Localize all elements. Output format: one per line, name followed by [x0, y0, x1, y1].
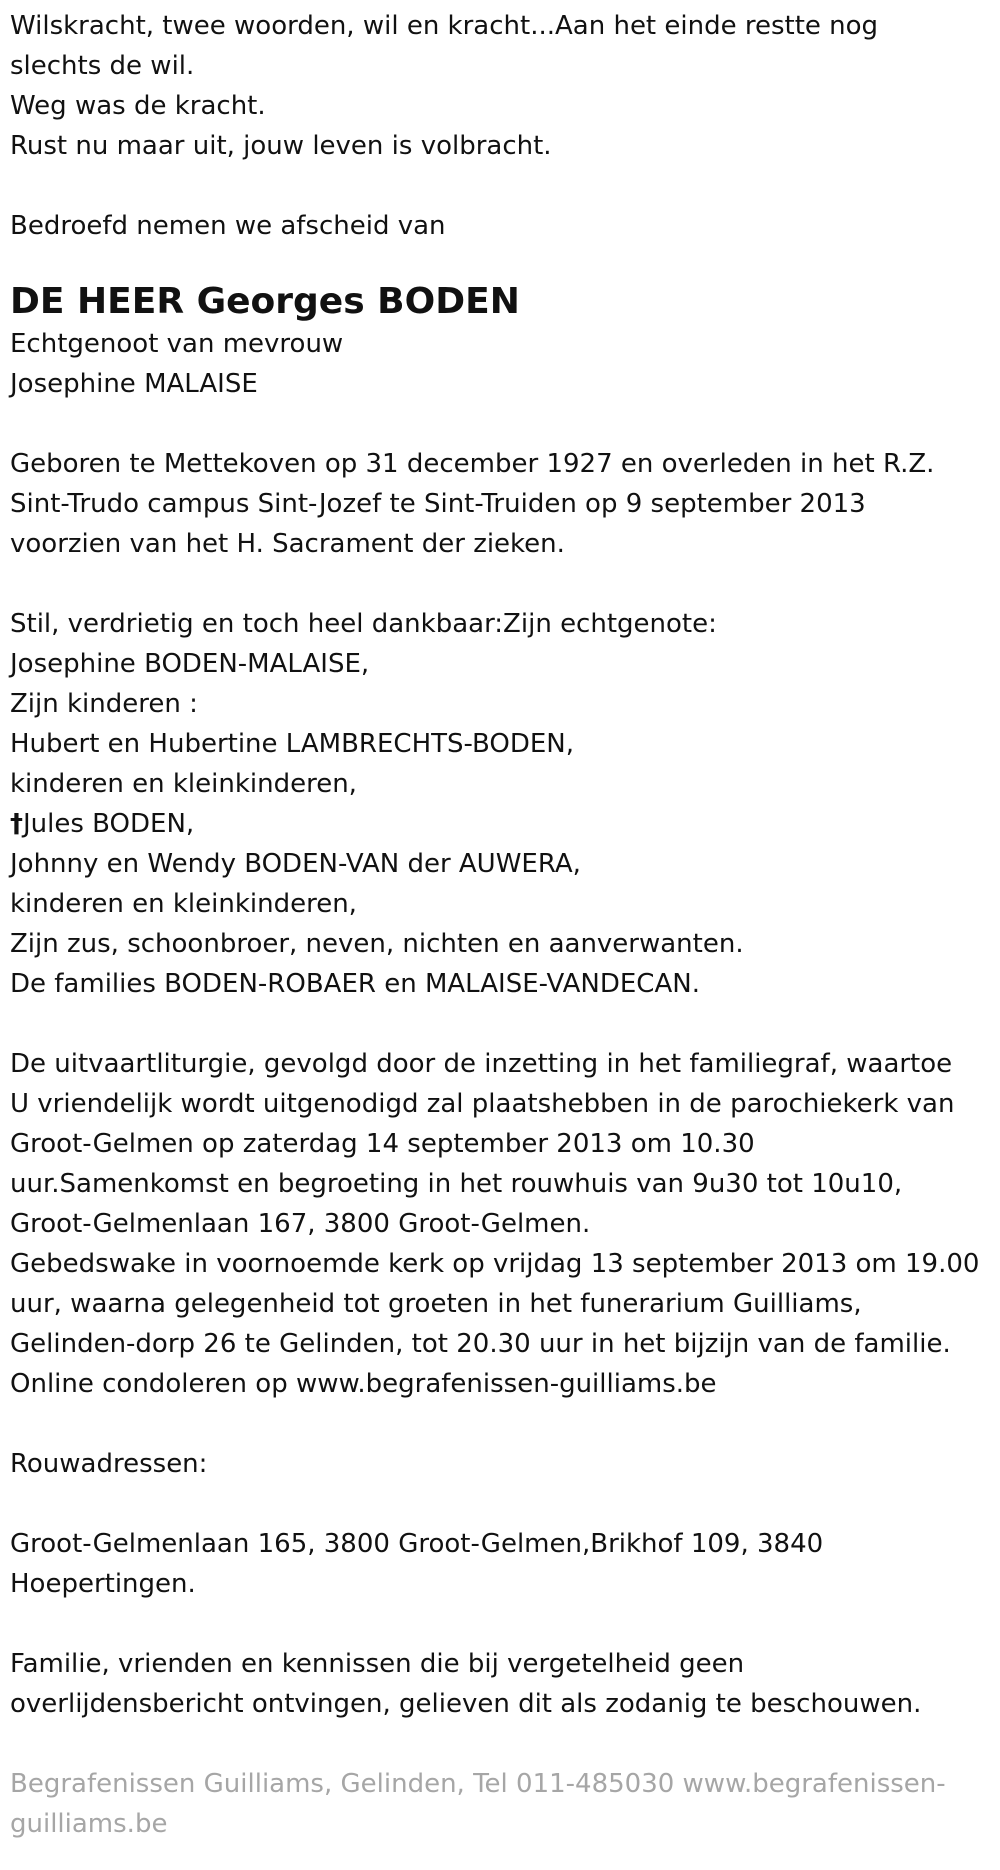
funeral-line: Gebedswake in voornoemde kerk op vrijdag 13 september 2013 om 19.00	[10, 1249, 980, 1279]
details-line: voorzien van het H. Sacrament der zieken.	[10, 529, 565, 559]
funeral-line: De uitvaartliturgie, gevolgd door de inzetting in het familiegraf, waartoe	[10, 1049, 953, 1079]
spacer	[10, 1484, 990, 1524]
cross-icon: †	[10, 809, 23, 839]
closing-note	[10, 1644, 990, 1724]
family-line: De families BODEN-ROBAER en MALAISE-VANDECAN.	[10, 969, 700, 999]
spacer	[10, 1604, 990, 1644]
footer-line: guilliams.be	[10, 1809, 168, 1839]
spacer	[10, 1404, 990, 1444]
family-line: Josephine BODEN-MALAISE,	[10, 649, 370, 679]
family-line: Zijn zus, schoonbroer, neven, nichten en aanverwanten.	[10, 929, 744, 959]
family-line: Johnny en Wendy BODEN-VAN der AUWERA,	[10, 849, 581, 879]
family-line: kinderen en kleinkinderen,	[10, 769, 357, 799]
spacer	[10, 166, 990, 206]
poem-line: Rust nu maar uit, jouw leven is volbracht.	[10, 131, 552, 161]
funeral-line: U vriendelijk wordt uitgenodigd zal plaatshebben in de parochiekerk van	[10, 1089, 955, 1119]
family-line: Hubert en Hubertine LAMBRECHTS-BODEN,	[10, 729, 574, 759]
poem-line: Wilskracht, twee woorden, wil en kracht...Aan het einde restte nog	[10, 11, 879, 41]
funeral-line: Online condoleren op www.begrafenissen-guilliams.be	[10, 1369, 717, 1399]
footer-line: Begrafenissen Guilliams, Gelinden, Tel 011-485030 www.begrafenissen-	[10, 1769, 946, 1799]
spouse-line: Josephine MALAISE	[10, 369, 258, 399]
closing-line: overlijdensbericht ontvingen, gelieven dit als zodanig te beschouwen.	[10, 1689, 922, 1719]
funeral-details	[10, 1044, 990, 1404]
poem	[10, 6, 990, 166]
spacer	[10, 1724, 990, 1764]
birth-death-details	[10, 444, 990, 564]
family-line: Zijn kinderen :	[10, 689, 198, 719]
spouse-line: Echtgenoot van mevrouw	[10, 329, 344, 359]
details-line: Geboren te Mettekoven op 31 december 1927 en overleden in het R.Z.	[10, 449, 935, 479]
family-list	[10, 604, 990, 1004]
addresses-label: Rouwadressen:	[10, 1449, 208, 1479]
family-line-deceased-child	[10, 804, 990, 844]
deceased-name: DE HEER Georges BODEN	[10, 281, 520, 322]
spacer	[10, 1004, 990, 1044]
spacer	[10, 564, 990, 604]
funeral-home-footer	[10, 1764, 990, 1844]
mourning-addresses	[10, 1524, 990, 1604]
funeral-line: uur.Samenkomst en begroeting in het rouwhuis van 9u30 tot 10u10,	[10, 1169, 903, 1199]
address-line: Hoepertingen.	[10, 1569, 196, 1599]
family-line: kinderen en kleinkinderen,	[10, 889, 357, 919]
closing-line: Familie, vrienden en kennissen die bij vergetelheid geen	[10, 1649, 745, 1679]
poem-line: Weg was de kracht.	[10, 91, 266, 121]
intro-text: Bedroefd nemen we afscheid van	[10, 211, 446, 241]
funeral-line: Gelinden-dorp 26 te Gelinden, tot 20.30 uur in het bijzijn van de familie.	[10, 1329, 951, 1359]
details-line: Sint-Trudo campus Sint-Jozef te Sint-Truiden op 9 september 2013	[10, 489, 866, 519]
spacer	[10, 404, 990, 444]
spacer	[10, 246, 990, 278]
funeral-line: Groot-Gelmen op zaterdag 14 september 2013 om 10.30	[10, 1129, 755, 1159]
deceased-child-name: Jules BODEN,	[23, 809, 195, 839]
address-line: Groot-Gelmenlaan 165, 3800 Groot-Gelmen,Brikhof 109, 3840	[10, 1529, 824, 1559]
poem-line: slechts de wil.	[10, 51, 195, 81]
family-line: Stil, verdrietig en toch heel dankbaar:Zijn echtgenote:	[10, 609, 717, 639]
funeral-line: uur, waarna gelegenheid tot groeten in het funerarium Guilliams,	[10, 1289, 862, 1319]
funeral-line: Groot-Gelmenlaan 167, 3800 Groot-Gelmen.	[10, 1209, 591, 1239]
